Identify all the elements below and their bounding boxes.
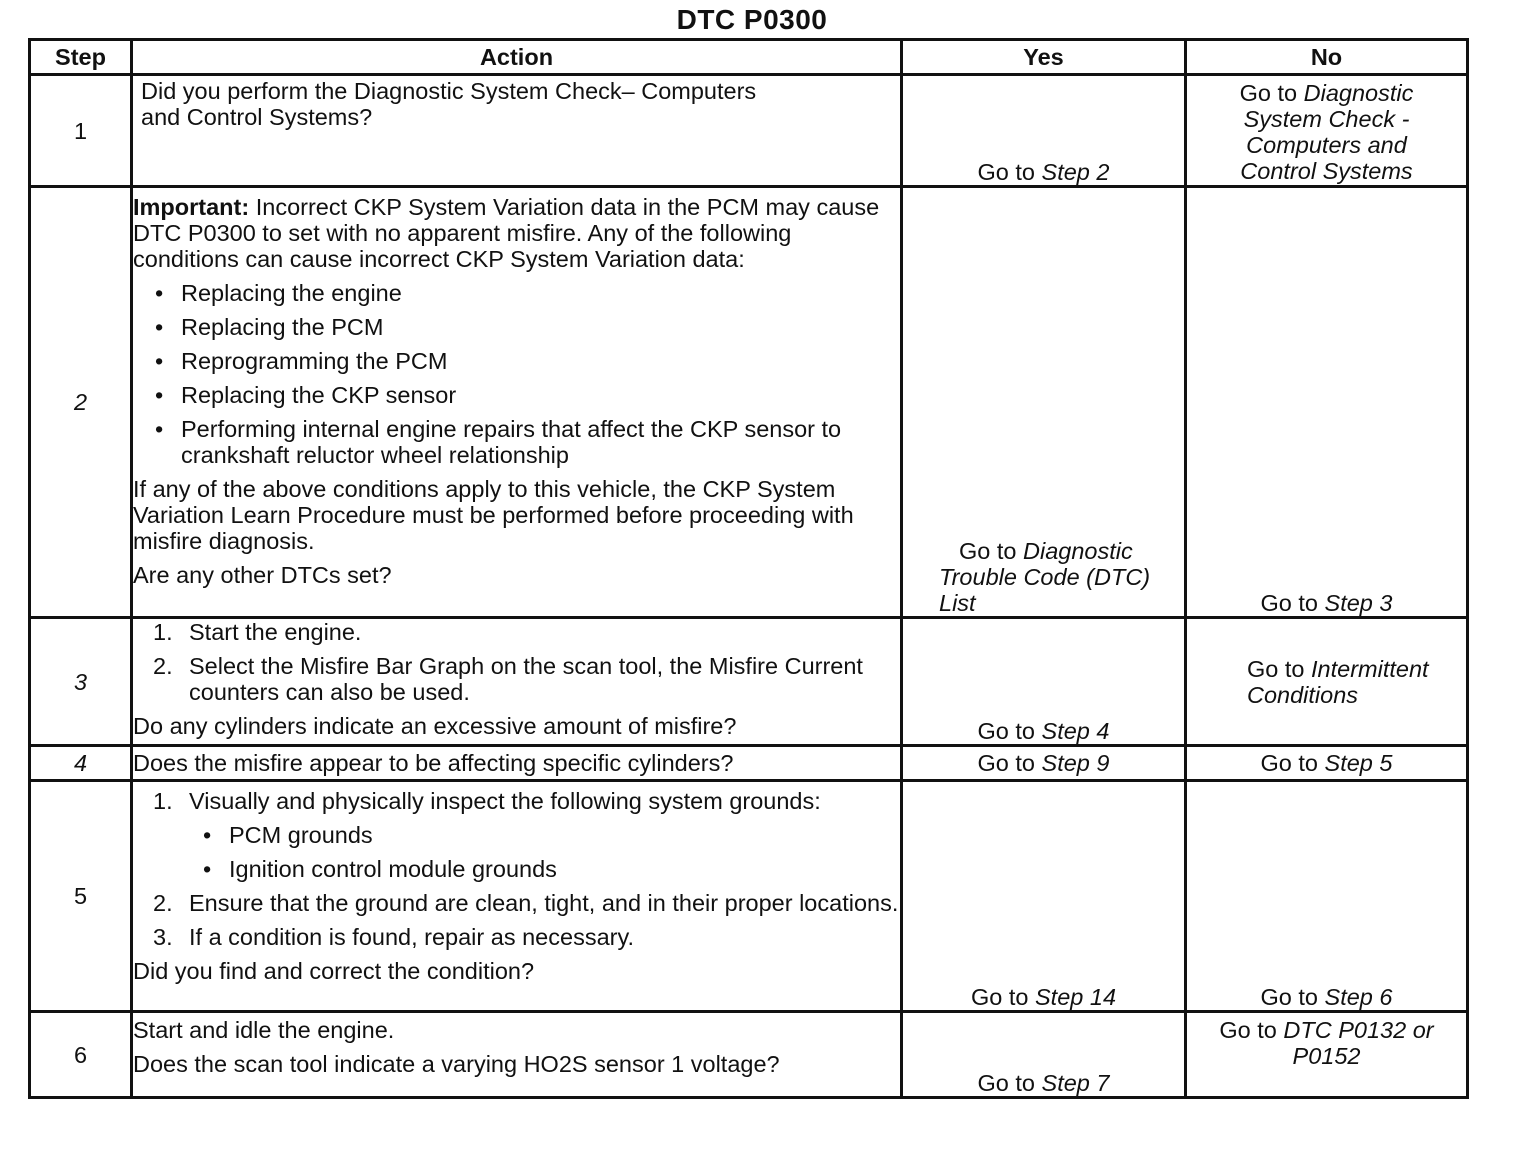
no-prefix: Go to [1260, 590, 1318, 616]
list-number: 2. [153, 890, 173, 916]
important-note [133, 194, 900, 272]
yes-target-link[interactable]: Diagnostic Trouble Code (DTC) List [939, 538, 1151, 616]
list-item: • Replacing the PCM [155, 314, 900, 340]
action-cell [132, 781, 902, 1012]
list-item: • Ignition control module grounds [203, 856, 900, 882]
no-cell [1186, 75, 1468, 187]
important-label: Important: [133, 194, 250, 220]
no-target-link[interactable]: Step 6 [1324, 984, 1393, 1010]
action-cell [132, 618, 902, 746]
no-cell [1186, 187, 1468, 618]
table-row-step-2 [30, 187, 1468, 618]
grounds-list [189, 822, 900, 882]
step-number: 6 [30, 1012, 132, 1098]
table-row-step-5 [30, 781, 1468, 1012]
action-question: Do any cylinders indicate an excessive amount of misfire? [133, 713, 737, 739]
action-text: Did you perform the Diagnostic System Check– Computers [141, 78, 757, 104]
procedure-list [133, 788, 900, 950]
list-text: Start the engine. [189, 619, 362, 645]
list-number: 3. [153, 924, 173, 950]
no-target-link[interactable]: Step 5 [1324, 750, 1393, 776]
yes-cell [902, 187, 1186, 618]
list-item [153, 619, 900, 645]
no-target-link[interactable]: DTC P0132 or P0152 [1283, 1017, 1434, 1069]
diagnostic-table [28, 38, 1469, 1099]
no-target-link[interactable]: Diagnostic System Check - Computers and Control Systems [1240, 80, 1414, 184]
action-question: Did you find and correct the condition? [133, 958, 535, 984]
no-cell [1186, 618, 1468, 746]
list-item: • PCM grounds [203, 822, 900, 848]
yes-target-link[interactable]: Step 9 [1041, 750, 1110, 776]
list-number: 1. [153, 619, 173, 645]
no-cell [1186, 1012, 1468, 1098]
action-text: Start and idle the engine. [133, 1017, 395, 1043]
action-text: and Control Systems? [141, 104, 373, 130]
document-title: DTC P0300 [676, 4, 828, 35]
list-text: Ensure that the ground are clean, tight, and in their proper locations. [189, 890, 899, 916]
list-text: If a condition is found, repair as necessary. [189, 924, 634, 950]
no-prefix: Go to [1239, 80, 1298, 106]
yes-cell [902, 75, 1186, 187]
yes-cell [902, 618, 1186, 746]
step-number: 1 [30, 75, 132, 187]
yes-target-link[interactable]: Step 4 [1041, 718, 1110, 744]
list-item [153, 924, 900, 950]
yes-prefix: Go to [977, 159, 1035, 185]
table-row-step-3 [30, 618, 1468, 746]
no-target-link[interactable]: Intermittent Conditions [1247, 655, 1429, 708]
list-item [153, 653, 900, 705]
no-prefix: Go to [1260, 984, 1318, 1010]
no-prefix: Go to [1247, 655, 1305, 682]
yes-cell [902, 781, 1186, 1012]
yes-target-link[interactable]: Step 14 [1035, 984, 1117, 1010]
header-step: Step [30, 40, 132, 75]
step-number: 5 [30, 781, 132, 1012]
header-no: No [1186, 40, 1468, 75]
yes-prefix: Go to [977, 718, 1035, 744]
yes-target-link[interactable]: Step 7 [1041, 1070, 1110, 1096]
yes-cell [902, 1012, 1186, 1098]
list-number: 1. [153, 788, 173, 814]
list-number: 2. [153, 653, 173, 679]
action-question: Are any other DTCs set? [133, 562, 392, 588]
no-cell [1186, 781, 1468, 1012]
no-cell [1186, 746, 1468, 781]
header-action: Action [132, 40, 902, 75]
no-prefix: Go to [1260, 750, 1318, 776]
yes-prefix: Go to [959, 538, 1017, 564]
yes-prefix: Go to [977, 750, 1035, 776]
yes-cell [902, 746, 1186, 781]
yes-target-link[interactable]: Step 2 [1041, 159, 1110, 185]
no-prefix: Go to [1219, 1017, 1277, 1043]
no-target-link[interactable]: Step 3 [1324, 590, 1393, 616]
procedure-list [133, 619, 900, 705]
header-row [30, 40, 1468, 75]
action-question: Does the misfire appear to be affecting specific cylinders? [133, 750, 734, 776]
conditions-list [133, 280, 900, 468]
action-question: Does the scan tool indicate a varying HO2S sensor 1 voltage? [133, 1051, 780, 1077]
table-row-step-4 [30, 746, 1468, 781]
action-cell [132, 746, 902, 781]
important-text: Incorrect CKP System Variation data in the PCM may cause DTC P0300 to set with no apparent misfire. Any of the following conditions can cause incorrect CKP System Variation data: [133, 194, 880, 272]
action-cell [132, 187, 902, 618]
list-item: • Replacing the engine [155, 280, 900, 306]
list-item: • Replacing the CKP sensor [155, 382, 900, 408]
step-number: 3 [30, 618, 132, 746]
action-note: If any of the above conditions apply to this vehicle, the CKP System Variation Learn Procedure must be performed before proceeding with misfire diagnosis. [133, 476, 854, 554]
list-item: • Performing internal engine repairs that affect the CKP sensor to crankshaft reluctor wheel relationship [155, 416, 900, 468]
table-row-step-1 [30, 75, 1468, 187]
yes-prefix: Go to [977, 1070, 1035, 1096]
step-number: 4 [30, 746, 132, 781]
yes-prefix: Go to [970, 984, 1029, 1010]
list-text: Visually and physically inspect the following system grounds: [189, 788, 821, 814]
step-number: 2 [30, 187, 132, 618]
list-text: Select the Misfire Bar Graph on the scan tool, the Misfire Current counters can also be used. [189, 653, 863, 705]
header-yes: Yes [902, 40, 1186, 75]
list-item [153, 890, 900, 916]
table-row-step-6 [30, 1012, 1468, 1098]
list-item [153, 788, 900, 882]
action-cell [132, 75, 902, 187]
action-cell [132, 1012, 902, 1098]
list-item: • Reprogramming the PCM [155, 348, 900, 374]
